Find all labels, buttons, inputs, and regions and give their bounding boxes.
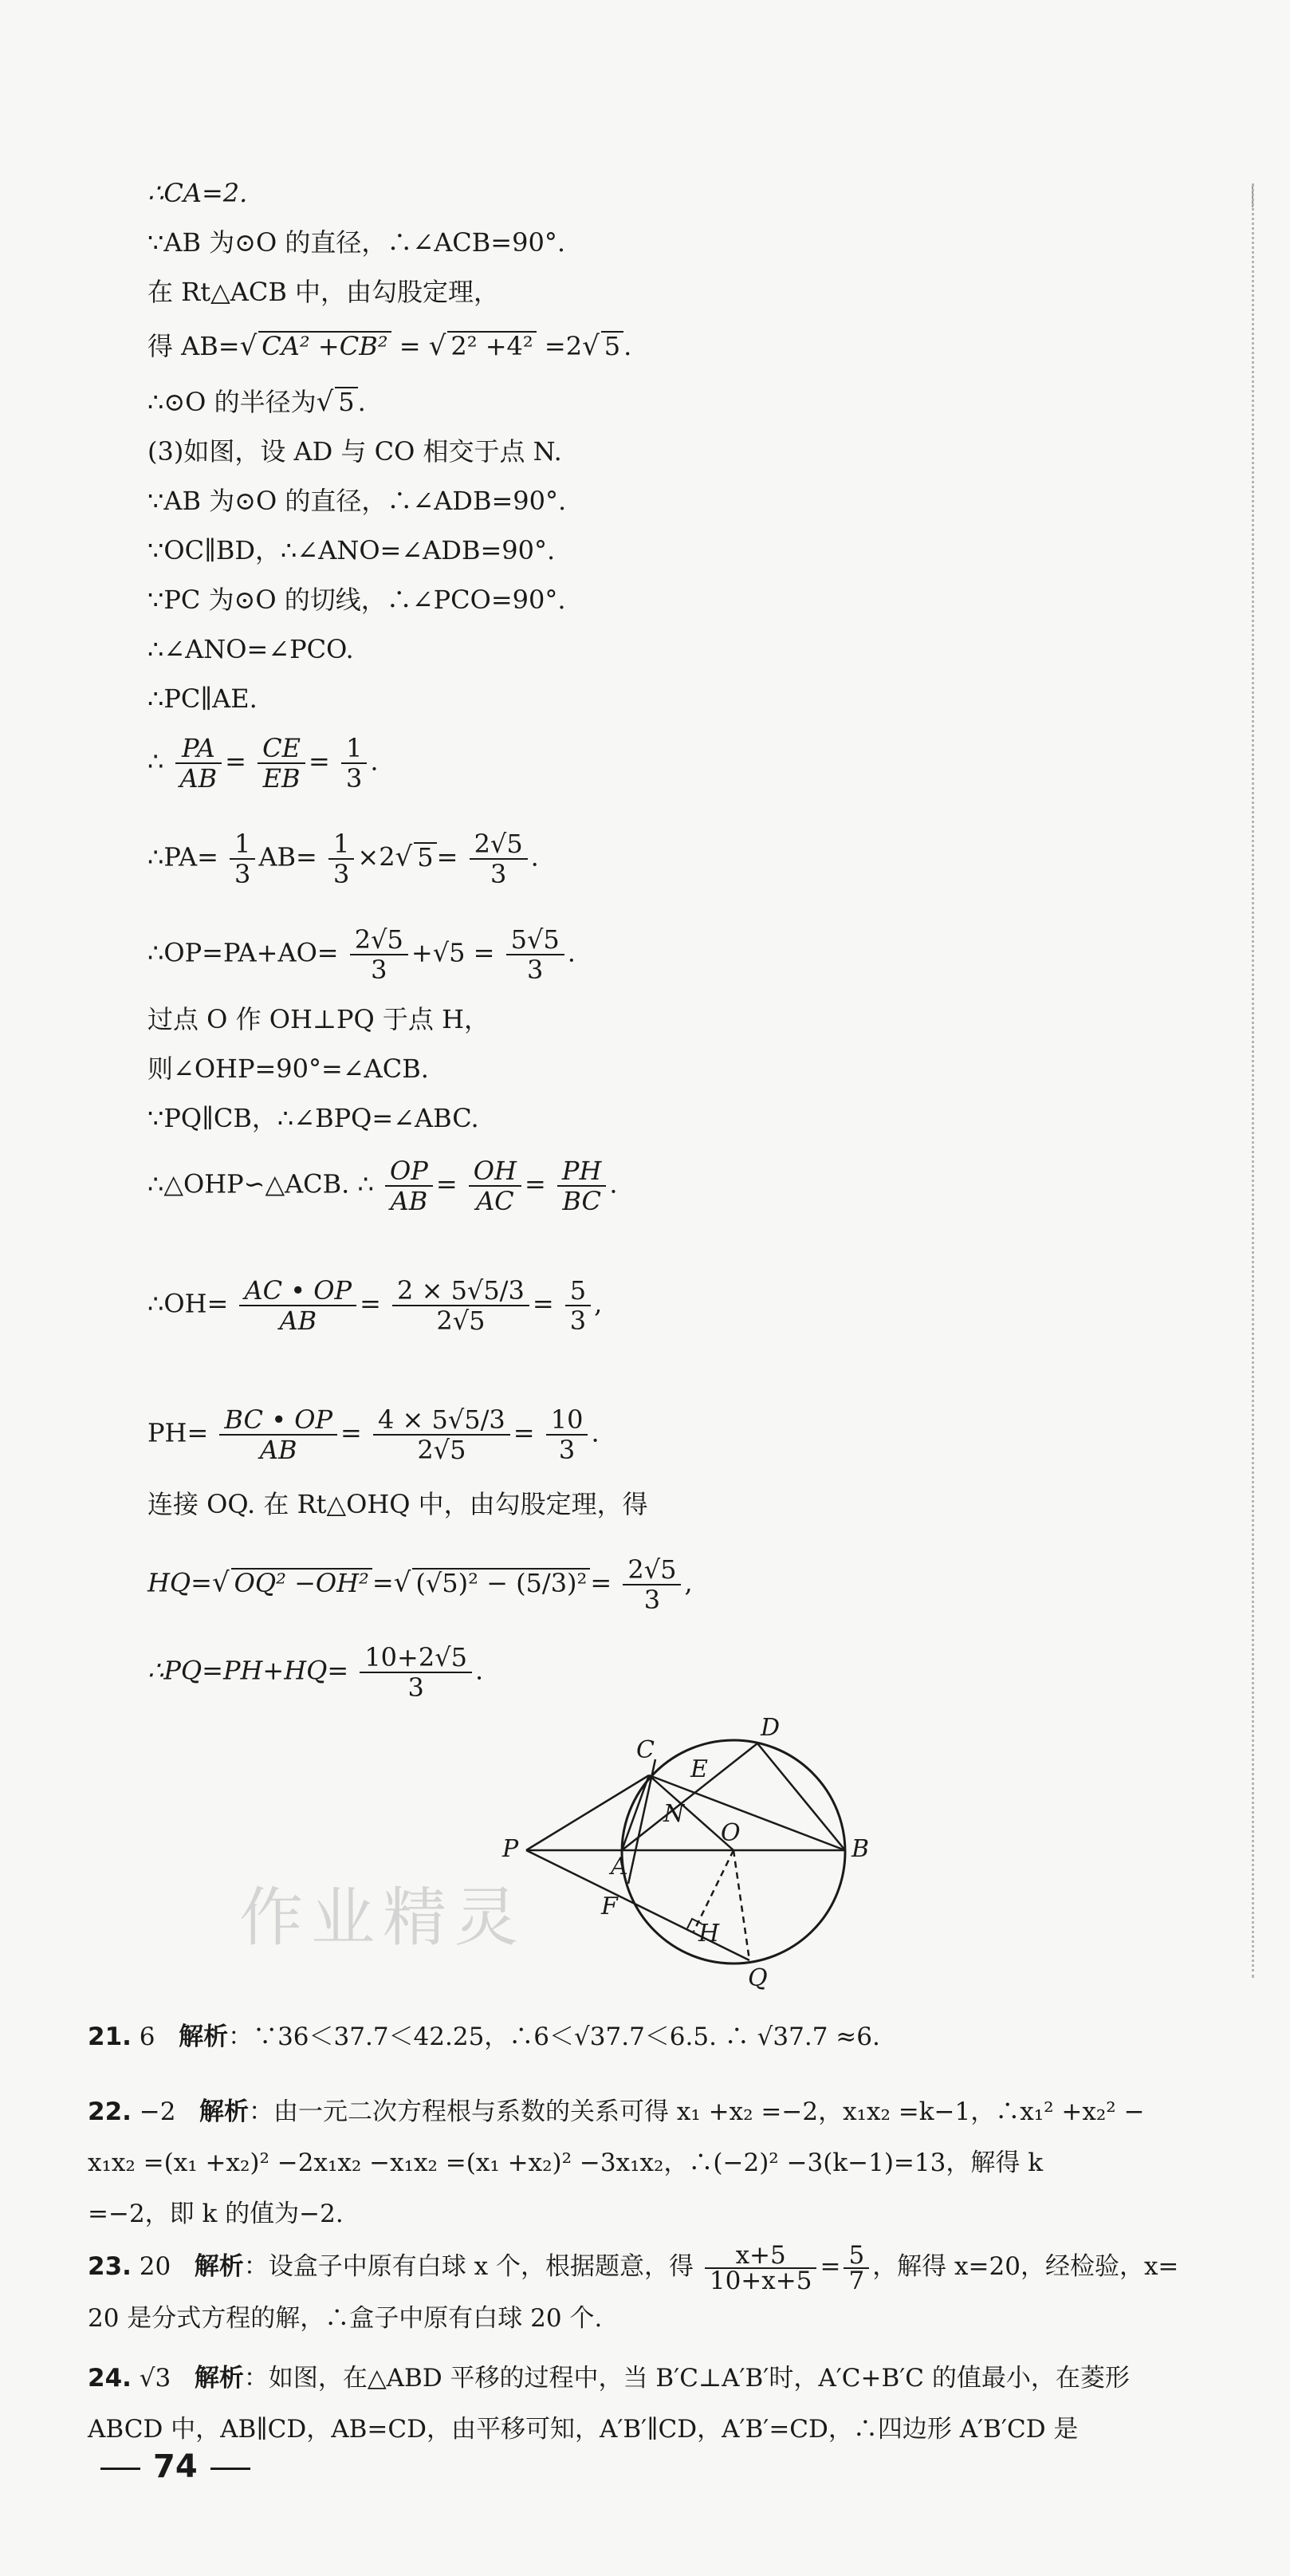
numerator: 5 [565, 1276, 591, 1306]
label-c: C [636, 1736, 655, 1764]
item-answer: 20 [139, 2252, 171, 2281]
eq-text: ∴PA= [147, 841, 218, 872]
text-line [147, 386, 366, 418]
analysis-label: 解析 [179, 2023, 229, 2051]
watermark: 作业精灵 [239, 1881, 526, 1955]
fraction [844, 2240, 869, 2295]
label-d: D [761, 1714, 781, 1742]
text-line: ∵OC∥BD，∴∠ANO=∠ADB=90°. [147, 535, 556, 565]
denominator: AB [279, 1306, 317, 1336]
denominator: 7 [848, 2266, 865, 2295]
numerator: 5√5 [506, 925, 564, 955]
equation-line: ∴OH= $\frac{AC • OP}{AB}$ = $\frac{2 \times 5√5/3}{2√5}$ = $\frac{5}{3}$ , [147, 1275, 603, 1336]
denominator: 3 [490, 859, 507, 889]
page-dash [210, 2468, 250, 2470]
text-line: ∴∠ANO=∠PCO. [147, 634, 354, 664]
eq-text: PH= [147, 1417, 209, 1448]
sqrt-content: OQ² −OH² [231, 1568, 372, 1597]
sqrt-content: 2² +4² [447, 331, 536, 360]
denominator: 3 [526, 955, 544, 985]
fraction [258, 734, 305, 793]
segment-pc [526, 1775, 649, 1850]
fraction [469, 1156, 521, 1215]
numerator: 1 [328, 829, 354, 860]
numerator: 2√5 [623, 1555, 681, 1585]
fraction [506, 925, 564, 984]
denominator: 2√5 [417, 1435, 466, 1465]
numerator: x+5 [705, 2243, 817, 2269]
item-number: 23. [88, 2252, 132, 2281]
fraction [230, 829, 255, 888]
eq-text: ∴△OHP∽△ACB. ∴ [147, 1168, 374, 1199]
label-p: P [502, 1835, 519, 1863]
fraction [623, 1555, 681, 1614]
item-text: ，解得 x=20，经检验，x= [872, 2252, 1179, 2281]
text-line: 则∠OHP=90°=∠ACB. [147, 1054, 429, 1084]
sqrt-content: 5 [335, 387, 357, 416]
radical-sign: √ [582, 330, 600, 362]
item-text: ：如图，在△ABD 平移的过程中，当 B′C⊥A′B′时，A′C+B′C 的值最小，在菱形 [243, 2364, 1130, 2393]
denominator: BC [562, 1186, 601, 1216]
eq-text: = [820, 2252, 841, 2281]
fraction [373, 1405, 510, 1464]
denominator: 3 [333, 859, 350, 889]
equation-line: ∴PQ=PH+HQ= $\frac{10+2√5}{3}$ . [147, 1642, 484, 1703]
label-f: F [601, 1893, 618, 1920]
analysis-label: 解析 [194, 2364, 244, 2393]
equation-line: ∴OP=PA+AO= $\frac{2√5}{3}$ +√5 = $\frac{5√5}{3}$ . [147, 924, 576, 985]
text-line: ∵PC 为⊙O 的切线，∴∠PCO=90°. [147, 585, 566, 615]
eq-text: HQ= [147, 1567, 212, 1598]
radical-sign: √ [211, 1566, 230, 1599]
analysis-label: 解析 [194, 2252, 244, 2281]
numerator: 4 × 5√5/3 [373, 1405, 510, 1436]
item-answer: √3 [139, 2364, 171, 2393]
label-o: O [721, 1819, 741, 1847]
numerator: 1 [341, 734, 367, 764]
eq-text: . [623, 331, 632, 361]
denominator: AB [390, 1186, 428, 1216]
eq-text: = [436, 841, 458, 872]
eq-text: ×2 [357, 841, 395, 872]
equation-line: PH= $\frac{BC • OP}{AB}$ = $\frac{4 \times 5√5/3}{2√5}$ = $\frac{10}{3}$ . [147, 1404, 600, 1465]
eq-text: ∴⊙O 的半径为 [147, 387, 317, 417]
denominator: 3 [345, 763, 363, 794]
eq-text: =2 [544, 331, 583, 361]
label-n: N [663, 1800, 685, 1828]
fraction [385, 1156, 433, 1215]
fraction [565, 1276, 591, 1335]
label-a: A [611, 1853, 628, 1881]
geometry-figure [494, 1707, 877, 2010]
denominator: 3 [643, 1585, 661, 1615]
item-text: =−2，即 k 的值为−2. [88, 2200, 344, 2228]
numerator: CE [258, 734, 305, 764]
denominator: 3 [234, 859, 251, 889]
answer-item-23 [88, 2241, 1244, 2344]
fraction [328, 829, 354, 888]
item-answer: 6 [139, 2023, 155, 2051]
text-line: ∵PQ∥CB，∴∠BPQ=∠ABC. [147, 1103, 479, 1133]
equation-line [147, 330, 631, 362]
numerator: OH [469, 1156, 521, 1187]
equation-line: ∴PA= $\frac{1}{3}$ AB= $\frac{1}{3}$ ×2√ 5 = $\frac{2√5}{3}$ . [147, 829, 539, 889]
eq-text: . [357, 387, 366, 417]
item-text: ：设盒子中原有白球 x 个，根据题意，得 [243, 2252, 694, 2281]
numerator: 1 [230, 829, 255, 860]
fraction [392, 1276, 529, 1335]
equation-line: ∴ $\frac{PA}{AB}$ = $\frac{CE}{EB}$ = $\frac{1}{3}$ . [147, 733, 379, 794]
fraction [705, 2240, 817, 2295]
denominator: 3 [407, 1672, 424, 1703]
text-line: ∴CA=2. [147, 178, 248, 208]
item-text: 20 是分式方程的解，∴盒子中原有白球 20 个. [88, 2303, 603, 2333]
numerator: AC • OP [239, 1276, 356, 1306]
numerator: 2√5 [350, 925, 408, 955]
fraction [341, 734, 367, 793]
numerator: 10+2√5 [360, 1643, 472, 1673]
text-line: (3)如图，设 AD 与 CO 相交于点 N. [147, 436, 562, 467]
fraction [350, 925, 408, 984]
fraction [546, 1405, 588, 1464]
page-dash [100, 2468, 140, 2470]
answer-item-24 [88, 2353, 1244, 2455]
denominator: 10+x+5 [709, 2266, 812, 2295]
eq-text: ∴PQ=PH+HQ= [147, 1655, 349, 1686]
eq-text: 得 AB= [147, 331, 240, 361]
fraction [239, 1276, 356, 1335]
text-line: ∴PC∥AE. [147, 683, 258, 714]
label-q: Q [748, 1964, 768, 1992]
text-line: ∵AB 为⊙O 的直径，∴∠ACB=90°. [147, 227, 566, 258]
eq-text: +√5 = [411, 937, 495, 968]
margin-rule [1252, 183, 1254, 1978]
equation-line: ∴△OHP∽△ACB. ∴ $\frac{OP}{AB}$ = $\frac{OH}{AC}$ = $\frac{PH}{BC}$ . [147, 1156, 618, 1216]
item-answer: −2 [139, 2097, 176, 2126]
item-number: 24. [88, 2364, 132, 2393]
text-line: 连接 OQ. 在 Rt△OHQ 中，由勾股定理，得 [147, 1489, 648, 1519]
fraction [219, 1405, 337, 1464]
fraction [470, 829, 528, 888]
radical-sign: √ [239, 330, 258, 362]
numerator: OP [385, 1156, 433, 1187]
label-e: E [690, 1755, 708, 1783]
page-number-text: 74 [153, 2448, 198, 2485]
denominator: AB [179, 763, 218, 794]
sqrt-content: 5 [414, 842, 436, 871]
sqrt-content: (√5)² − (5/3)² [412, 1568, 590, 1597]
numerator: 10 [546, 1405, 588, 1436]
denominator: 2√5 [436, 1306, 486, 1336]
denominator: AB [259, 1435, 297, 1465]
eq-text: ∴ [147, 746, 164, 777]
numerator: 5 [844, 2243, 869, 2269]
text-line: ∵AB 为⊙O 的直径，∴∠ADB=90°. [147, 486, 567, 516]
numerator: BC • OP [219, 1405, 337, 1436]
eq-text: = [399, 331, 421, 361]
equation-line: HQ=√ OQ² −OH² =√ (√5)² − (5/3)² = $\frac{2√5}{3}$ , [147, 1554, 693, 1615]
denominator: 3 [558, 1435, 576, 1465]
item-number: 21. [88, 2023, 132, 2051]
item-text: ：∵36＜37.7＜42.25，∴6＜√37.7＜6.5. ∴ √37.7 ≈6. [228, 2023, 880, 2051]
radical-sign: √ [428, 330, 446, 362]
eq-text: AB= [258, 841, 317, 872]
denominator: EB [262, 763, 301, 794]
radical-sign: √ [316, 386, 334, 418]
numerator: PA [175, 734, 222, 764]
answer-item-22 [88, 2086, 1244, 2239]
segment-oq [733, 1850, 749, 1960]
fraction [360, 1643, 472, 1702]
numerator: PH [557, 1156, 606, 1187]
item-text: x₁x₂ =(x₁ +x₂)² −2x₁x₂ −x₁x₂ =(x₁ +x₂)² −3x₁x₂，∴(−2)² −3(k−1)=13，解得 k [88, 2149, 1043, 2177]
sqrt-content: 5 [601, 331, 623, 360]
fraction [557, 1156, 606, 1215]
page-number [88, 2448, 263, 2485]
item-text: ：由一元二次方程根与系数的关系可得 x₁ +x₂ =−2，x₁x₂ =k−1，∴x₁² +x₂² − [249, 2097, 1145, 2126]
label-b: B [851, 1835, 870, 1863]
eq-text: ∴OH= [147, 1288, 229, 1319]
text-line: 在 Rt△ACB 中，由勾股定理， [147, 277, 500, 307]
radical-sign: √ [393, 1566, 411, 1599]
denominator: 3 [371, 955, 387, 985]
item-text: ABCD 中，AB∥CD，AB=CD，由平移可知，A′B′∥CD，A′B′=CD，∴四边形 A′B′CD 是 [88, 2415, 1079, 2444]
denominator: AC [476, 1186, 514, 1216]
fraction [175, 734, 222, 793]
answer-item-21 [88, 2011, 1244, 2062]
label-h: H [698, 1920, 720, 1948]
numerator: 2 × 5√5/3 [392, 1276, 529, 1306]
eq-text: ∴OP=PA+AO= [147, 937, 339, 968]
item-number: 22. [88, 2097, 132, 2126]
analysis-label: 解析 [199, 2097, 250, 2126]
denominator: 3 [569, 1306, 587, 1336]
text-line: 过点 O 作 OH⊥PQ 于点 H， [147, 1004, 490, 1034]
numerator: 2√5 [470, 829, 528, 860]
radical-sign: √ [395, 841, 413, 873]
sqrt-content: CA² +CB² [258, 331, 391, 360]
